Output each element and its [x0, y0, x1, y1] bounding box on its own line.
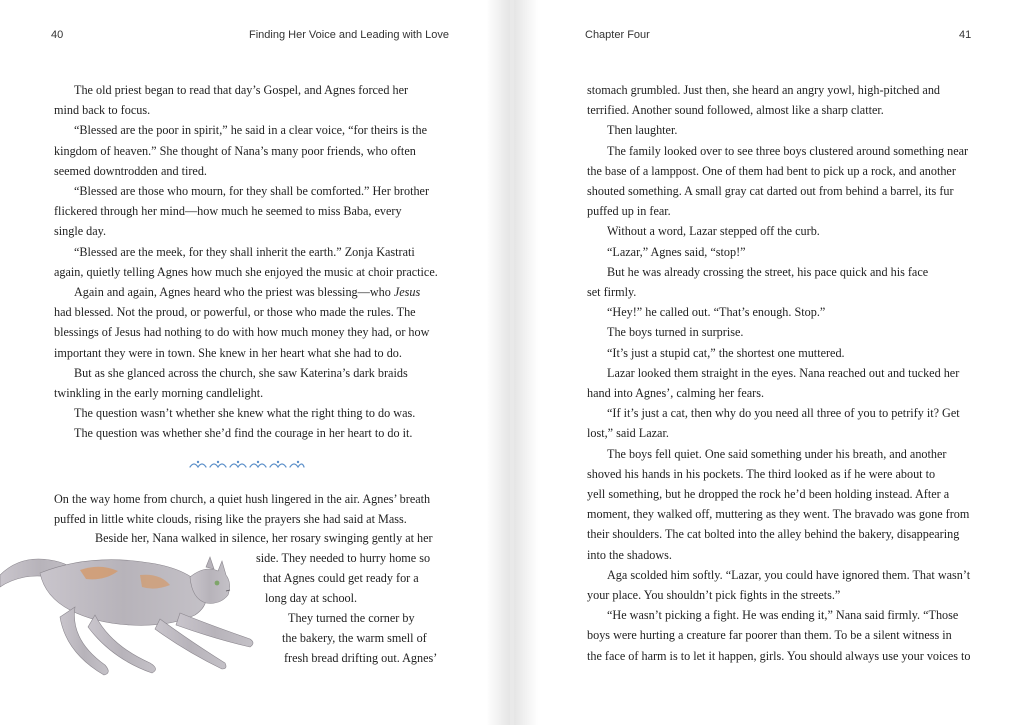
left-body-text	[54, 80, 438, 444]
text-line: “Hey!” he called out. “That’s enough. Stop.”	[607, 305, 826, 320]
text-line: Aga scolded him softly. “Lazar, you could have ignored them. That wasn’t	[607, 567, 971, 582]
left-section2-text	[54, 489, 430, 529]
text-line: your place. You shouldn’t pick fights in the streets.”	[587, 588, 841, 603]
right-page	[514, 0, 1024, 725]
text-line: that Agnes could get ready for a	[263, 571, 419, 585]
text-line: Without a word, Lazar stepped off the curb.	[607, 224, 820, 239]
text-line: had blessed. Not the proud, or powerful, or those who made the rules. The	[54, 305, 416, 320]
text-line: into the shadows.	[587, 547, 672, 562]
page-number-left: 40	[51, 29, 64, 41]
left-page	[0, 0, 510, 725]
text-line: shoved his hands in his pockets. The third looked as if he were about to	[587, 466, 936, 481]
cat-illustration-icon	[0, 535, 262, 695]
text-line: On the way home from church, a quiet hush lingered in the air. Agnes’ breath	[54, 492, 431, 506]
text-line: But he was already crossing the street, his pace quick and his face	[607, 264, 929, 279]
text-line: the face of harm is to let it happen, girls. You should always use your voices to	[587, 648, 971, 663]
text-line: mind back to focus.	[54, 103, 151, 118]
running-head-right: Chapter Four	[585, 29, 650, 41]
text-line: long day at school.	[265, 591, 358, 605]
section-ornament-icon	[186, 457, 306, 473]
text-line: their shoulders. The cat bolted into the alley behind the bakery, disappearing	[587, 527, 960, 542]
text-line: the bakery, the warm smell of	[282, 631, 427, 645]
text-line: set firmly.	[587, 285, 637, 300]
text-line: yell something, but he dropped the rock he’d been holding instead. After a	[587, 487, 950, 502]
text-line: shouted something. A small gray cat darted out from behind a barrel, its fur	[587, 184, 954, 199]
running-head-left: Finding Her Voice and Leading with Love	[249, 29, 449, 41]
page-number-right: 41	[959, 29, 972, 41]
text-line: But as she glanced across the church, she saw Katerina’s dark braids	[74, 365, 408, 380]
text-line: The boys fell quiet. One said something under his breath, and another	[607, 446, 947, 461]
text-line: “If it’s just a cat, then why do you need all three of you to petrify it? Get	[607, 406, 960, 421]
text-line: Lazar looked them straight in the eyes. Nana reached out and tucked her	[607, 365, 960, 380]
text-line: The old priest began to read that day’s Gospel, and Agnes forced her	[74, 83, 409, 97]
text-line: boys were hurting a creature far poorer than them. To be a silent witness in	[587, 628, 952, 643]
text-line: The boys turned in surprise.	[607, 325, 744, 340]
text-line: Beside her, Nana walked in silence, her rosary swinging gently at her	[95, 531, 433, 545]
text-line: side. They needed to hurry home so	[256, 551, 431, 565]
text-line: again, quietly telling Agnes how much she enjoyed the music at choir practice.	[54, 264, 438, 279]
text-line: twinkling in the early morning candlelight.	[54, 386, 264, 401]
text-line: lost,” said Lazar.	[587, 426, 669, 441]
text-line: terrified. Another sound followed, almost like a sharp clatter.	[587, 103, 884, 118]
text-line: “Blessed are those who mourn, for they shall be comforted.” Her brother	[74, 184, 430, 199]
text-line: The family looked over to see three boys clustered around something near	[607, 143, 969, 158]
text-line: “It’s just a stupid cat,” the shortest one muttered.	[607, 345, 845, 360]
text-line: blessings of Jesus had nothing to do with how much money they had, or how	[54, 325, 430, 340]
text-line: single day.	[54, 224, 107, 239]
text-line: moment, they walked off, muttering as they went. The bravado was gone from	[587, 507, 970, 522]
text-line: They turned the corner by	[288, 611, 415, 625]
right-body-text	[587, 80, 971, 666]
text-line: puffed up in fear.	[587, 204, 671, 219]
text-line: stomach grumbled. Just then, she heard an angry yowl, high-pitched and	[587, 83, 941, 97]
text-line: kingdom of heaven.” She thought of Nana’s many poor friends, who often	[54, 143, 416, 158]
emphasis-word: Jesus	[393, 285, 421, 300]
text-line: fresh bread drifting out. Agnes’	[284, 651, 438, 665]
text-line: “Blessed are the poor in spirit,” he said in a clear voice, “for theirs is the	[74, 123, 427, 138]
text-line: “Lazar,” Agnes said, “stop!”	[607, 244, 746, 259]
text-line: the base of a lamppost. One of them had bent to pick up a rock, and another	[587, 163, 956, 178]
text-line: Then laughter.	[607, 123, 678, 138]
text-line: The question wasn’t whether she knew what the right thing to do was.	[74, 406, 416, 421]
text-line: hand into Agnes’, calming her fears.	[587, 386, 765, 401]
text-line: important they were in town. She knew in her heart what she had to do.	[54, 345, 402, 360]
text-line: The question was whether she’d find the courage in her heart to do it.	[74, 426, 413, 441]
text-line: Again and again, Agnes heard who the priest was blessing—who Jesus	[74, 285, 421, 300]
text-line: puffed in little white clouds, rising like the prayers she had said at Mass.	[54, 512, 407, 527]
text-line: flickered through her mind—how much he seemed to miss Baba, every	[54, 204, 402, 219]
text-line: “He wasn’t picking a fight. He was ending it,” Nana said firmly. “Those	[607, 608, 959, 623]
text-line: “Blessed are the meek, for they shall inherit the earth.” Zonja Kastrati	[74, 244, 415, 259]
text-line: seemed downtrodden and tired.	[54, 163, 207, 178]
